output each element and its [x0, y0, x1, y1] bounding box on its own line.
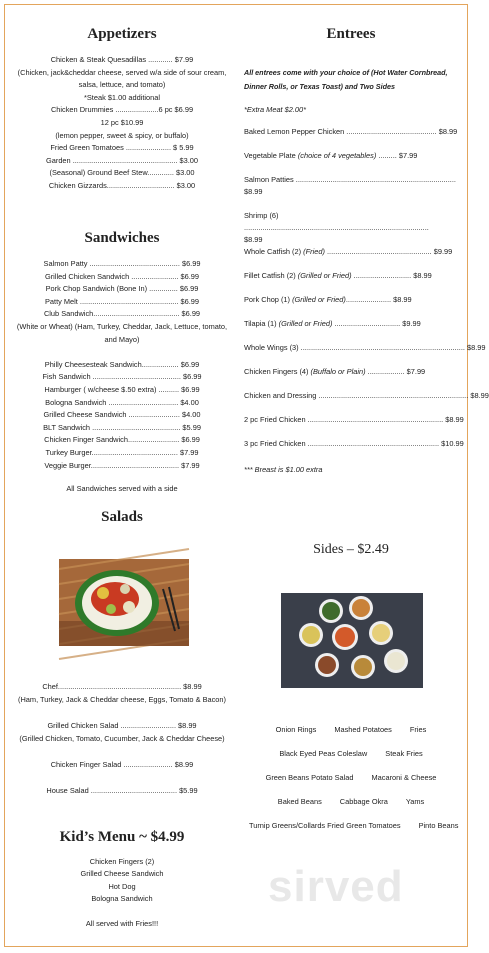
entree-price: $9.99 — [402, 319, 421, 328]
entree-price: $8.99 — [393, 295, 412, 304]
entree-price: $8.99 — [413, 271, 432, 280]
menu-line — [8, 771, 236, 784]
entree-dots: .............................................................................. — [293, 175, 456, 184]
entree-name: Chicken and Dressing — [244, 391, 317, 400]
sides-row — [240, 796, 462, 820]
sides-heading: Sides – $2.49 — [313, 542, 389, 557]
entree-price: $9.99 — [433, 247, 453, 256]
side-item: Turnip Greens/Collards Fried Green Tomatoes — [249, 821, 401, 830]
sandwiches-heading: Sandwiches — [84, 230, 160, 246]
side-item: Yams — [405, 797, 425, 806]
entree-dots: ......... — [376, 151, 399, 160]
menu-line: Garden ................................................... $3.00 — [46, 155, 198, 165]
entree-option: (Fried) — [301, 247, 325, 256]
entree-option: (choice of 4 vegetables) — [295, 151, 377, 160]
menu-line: Grilled Cheese Sandwich — [80, 869, 164, 879]
breast-note: *** Breast is $1.00 extra — [244, 465, 323, 474]
menu-line: Salmon Patty ............................................ $6.99 — [43, 259, 201, 268]
sides-list — [240, 724, 462, 844]
kids-menu-heading: Kid’s Menu ~ $4.99 — [59, 829, 185, 845]
entree-item — [244, 126, 460, 150]
salads-heading: Salads — [101, 509, 143, 525]
menu-line: Chef............................................................ $8.99 — [42, 682, 202, 691]
menu-line: (Ham, Turkey, Jack & Cheddar cheese, Eggs, Tomato & Bacon) — [18, 695, 226, 704]
menu-line: (Chicken, jack&cheddar cheese, served w/a side of sour cream, — [17, 67, 227, 77]
salads-list — [8, 680, 236, 797]
entree-name: Whole Wings (3) — [244, 343, 299, 352]
side-item: Onion Rings — [275, 725, 317, 734]
entree-dots: ................................ — [332, 319, 403, 328]
side-item: Black Eyed Peas Coleslaw — [279, 749, 368, 758]
sides-photo — [281, 593, 423, 688]
entrees-heading: Entrees — [326, 26, 376, 42]
entree-item — [244, 174, 460, 210]
menu-line: Patty Melt ................................................ $6.99 — [44, 296, 200, 306]
entree-option: (Grilled or Fried) — [295, 271, 352, 280]
entree-price: $8.99 — [244, 235, 263, 244]
extra-meat-note: *Extra Meat $2.00* — [244, 105, 307, 114]
menu-line: BLT Sandwich ........................................... $5.99 — [43, 422, 201, 432]
sides-image — [281, 593, 423, 688]
entree-option: (Grilled or Fried) — [276, 319, 333, 328]
side-item: Steak Fries — [385, 749, 423, 758]
entree-name: Fillet Catfish (2) — [244, 271, 296, 280]
menu-line: Philly Cheesesteak Sandwich.................. $6.99 — [44, 359, 200, 369]
entree-dots: ...................... — [345, 295, 394, 304]
salad-image — [59, 559, 189, 646]
menu-line: Hamburger ( w/cheese $.50 extra) .......... $6.99 — [44, 384, 200, 394]
entree-name: Baked Lemon Pepper Chicken — [244, 127, 345, 136]
entree-dots: ............................................ — [344, 127, 439, 136]
menu-line: Hot Dog — [108, 881, 136, 891]
entree-item — [244, 150, 460, 174]
menu-line — [8, 906, 236, 918]
menu-line: Chicken Finger Salad ........................ $8.99 — [50, 760, 194, 769]
menu-line: Club Sandwich.......................................... $6.99 — [43, 309, 201, 319]
entrees-list — [244, 126, 489, 462]
entree-dots: ................................................................ — [305, 439, 442, 448]
menu-line: Pork Chop Sandwich (Bone In) .............. $6.99 — [45, 284, 199, 294]
entree-item — [244, 318, 460, 342]
menu-line: (Grilled Chicken, Tomato, Cucumber, Jack & Cheddar Cheese) — [19, 734, 225, 743]
menu-line: Chicken Finger Sandwich......................... $6.99 — [44, 435, 200, 445]
menu-line: salsa, lettuce, and tomato) — [78, 80, 166, 90]
entree-item — [244, 414, 464, 438]
salad-photo — [59, 559, 189, 646]
entree-dots: .................. — [365, 367, 407, 376]
entree-price: $8.99 — [467, 343, 486, 352]
entree-dots: ................................................................................ — [298, 343, 468, 352]
menu-line: Grilled Chicken Salad ........................... $8.99 — [47, 721, 197, 730]
sides-row — [240, 724, 462, 748]
menu-line: Turkey Burger.......................................... $7.99 — [45, 447, 199, 457]
entree-name: Pork Chop (1) — [244, 295, 291, 304]
menu-line: (Seasonal) Ground Beef Stew............. $3.00 — [49, 168, 195, 178]
entree-name: 3 pc Fried Chicken — [244, 439, 306, 448]
sandwiches-list — [8, 258, 236, 472]
entree-price: $7.99 — [398, 151, 418, 160]
entree-item — [244, 210, 460, 246]
menu-line: House Salad .......................................... $5.99 — [46, 786, 198, 795]
side-item: Pinto Beans — [418, 821, 459, 830]
entree-price: $8.99 — [470, 391, 489, 400]
menu-line: *Steak $1.00 additional — [83, 92, 161, 102]
side-item: Green Beans Potato Salad — [265, 773, 354, 782]
entree-dots: .................................................................. — [305, 415, 446, 424]
entree-name: Salmon Patties — [244, 175, 294, 184]
entree-name: Shrimp (6) — [244, 211, 279, 220]
entree-price: $8.99 — [445, 415, 464, 424]
entree-name: 2 pc Fried Chicken — [244, 415, 306, 424]
sides-row — [240, 772, 462, 796]
menu-line: Fried Green Tomatoes ...................... $ 5.99 — [50, 143, 194, 153]
entree-price: $10.99 — [441, 439, 464, 448]
menu-line: Chicken Fingers (2) — [89, 857, 155, 866]
entree-dots: ............................ — [351, 271, 414, 280]
entree-dots: ................................................... — [324, 247, 434, 256]
entree-option: (Buffalo or Plain) — [308, 367, 366, 376]
menu-line — [8, 706, 236, 719]
menu-line: (lemon pepper, sweet & spicy, or buffalo) — [55, 130, 189, 140]
entree-item — [244, 438, 464, 462]
menu-line: Bologna Sandwich .................................. $4.00 — [45, 397, 199, 407]
entree-name: Tilapia (1) — [244, 319, 277, 328]
entree-dots: .......................................................................................... — [244, 223, 429, 232]
entree-item — [244, 270, 460, 294]
menu-line: All served with Fries!!! — [85, 918, 159, 928]
side-item: Macaroni & Cheese — [371, 773, 437, 782]
entree-item — [244, 342, 486, 366]
sirved-watermark: sirved — [268, 862, 404, 911]
menu-line: 12 pc $10.99 — [100, 117, 144, 127]
menu-line: Veggie Burger........................................... $7.99 — [44, 460, 200, 470]
entree-item — [244, 294, 460, 318]
entree-price: $8.99 — [438, 127, 458, 136]
menu-line: Bologna Sandwich — [91, 894, 153, 904]
kids-menu-list — [8, 856, 236, 930]
menu-line: (White or Wheat) (Ham, Turkey, Cheddar, Jack, Lettuce, tomato, — [16, 321, 228, 331]
entree-name: Vegetable Plate — [244, 151, 296, 160]
entree-name: Chicken Fingers (4) — [244, 367, 309, 376]
entree-item — [244, 246, 460, 270]
menu-line: Grilled Chicken Sandwich ....................... $6.99 — [44, 271, 200, 281]
sandwiches-footer: All Sandwiches served with a side — [66, 484, 178, 493]
appetizers-heading: Appetizers — [87, 26, 157, 42]
entree-name: Whole Catfish (2) — [244, 247, 302, 256]
entree-price: $8.99 — [244, 187, 263, 196]
menu-line: Chicken Gizzards................................. $3.00 — [48, 180, 196, 190]
menu-line: Chicken & Steak Quesadillas ............ $7.99 — [50, 55, 194, 64]
side-item: Fries — [409, 725, 427, 734]
entree-option: (Grilled or Fried) — [290, 295, 346, 304]
sides-row — [240, 820, 462, 844]
menu-line: and Mayo) — [104, 334, 140, 344]
entrees-intro: All entrees come with your choice of (Hot Water Cornbread, Dinner Rolls, or Texas Toast) and Two Sides — [244, 68, 448, 91]
menu-line: Chicken Drummies .....................6 pc $6.99 — [50, 105, 194, 115]
entree-item — [244, 366, 460, 390]
menu-line: Fish Sandwich ........................................... $6.99 — [42, 372, 202, 382]
appetizers-list — [8, 54, 236, 193]
side-item: Mashed Potatoes — [334, 725, 392, 734]
entree-price: $7.99 — [406, 367, 426, 376]
menu-line: Grilled Cheese Sandwich ......................... $4.00 — [43, 410, 201, 420]
side-item: Cabbage Okra — [339, 797, 388, 806]
entree-item — [244, 390, 489, 414]
menu-line — [8, 346, 236, 359]
menu-line — [8, 745, 236, 758]
sides-row — [240, 748, 462, 772]
entree-dots: ......................................................................... — [316, 391, 471, 400]
side-item: Baked Beans — [277, 797, 322, 806]
